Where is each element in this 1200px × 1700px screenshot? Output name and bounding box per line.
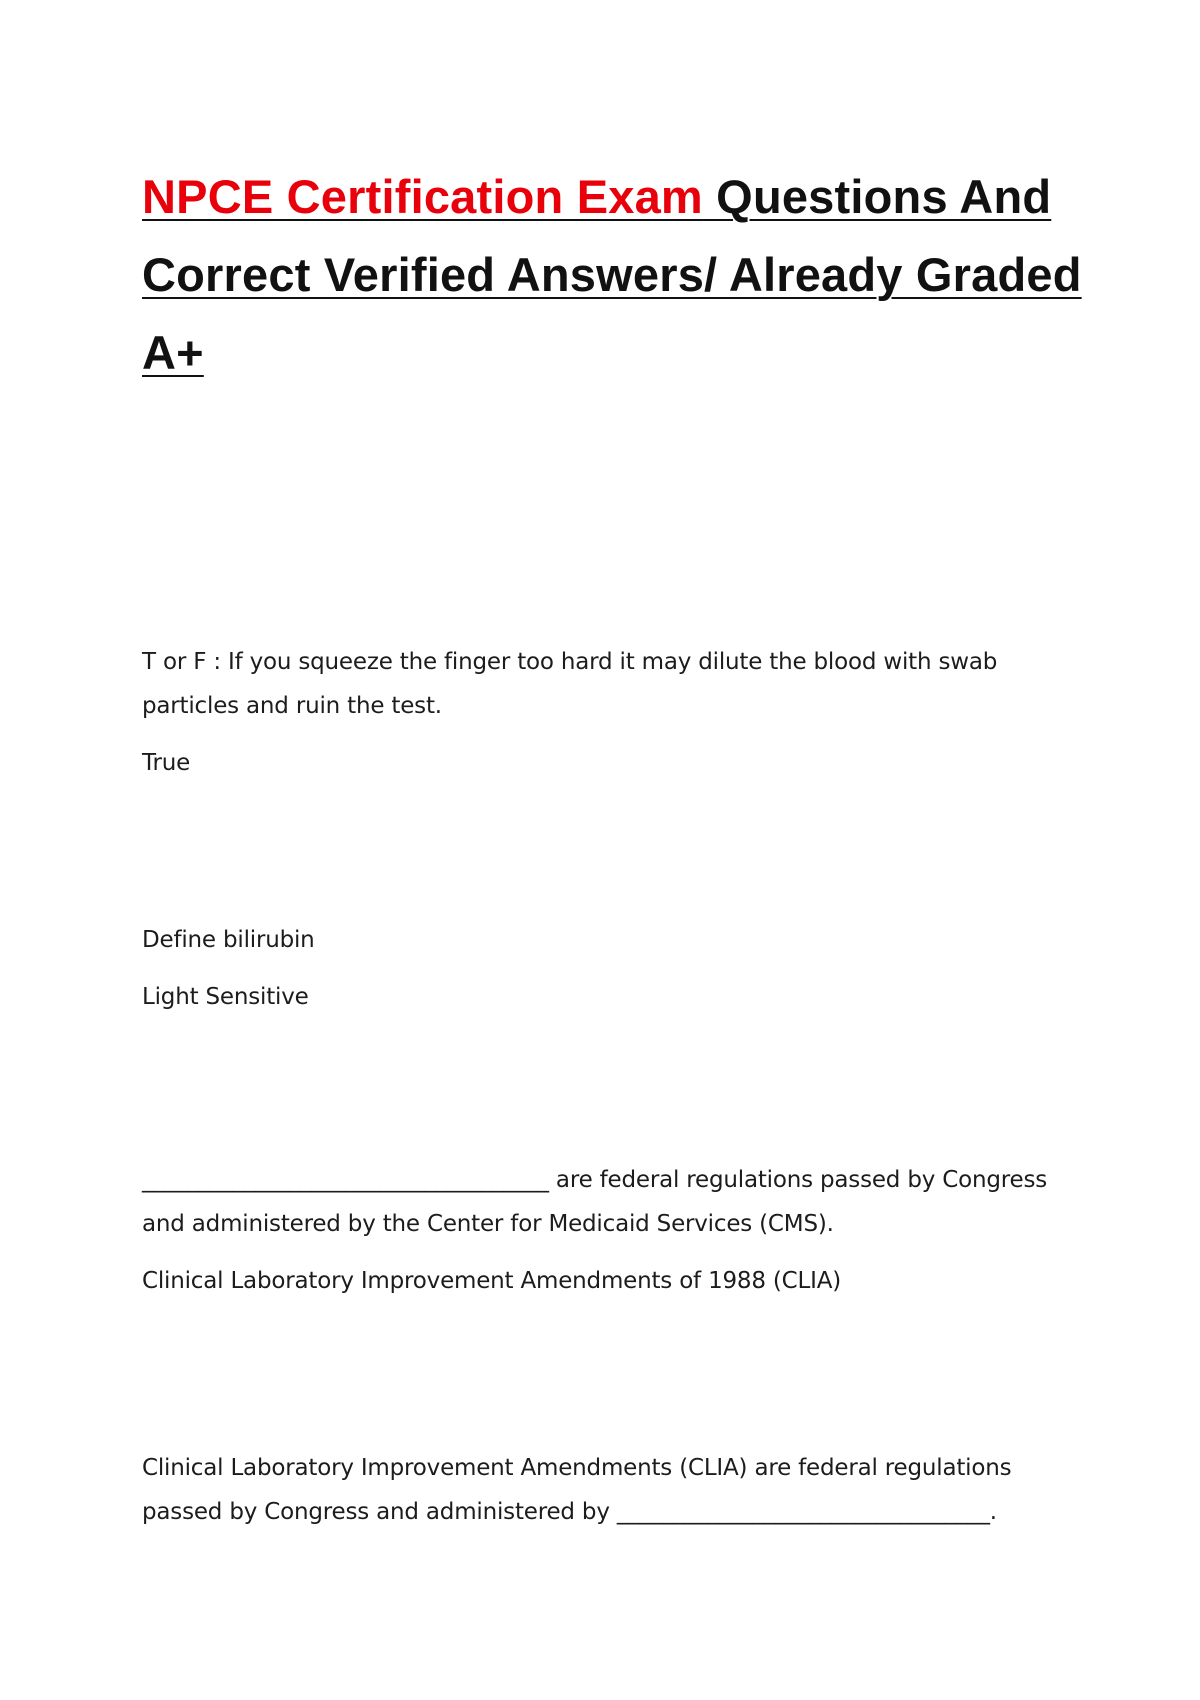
qa-item xyxy=(142,640,1082,785)
answer-text: Light Sensitive xyxy=(142,984,309,1010)
question-text: T or F : If you squeeze the finger too hard it may dilute the blood with swab particles and ruin the test. xyxy=(142,649,998,719)
question-text: Define bilirubin xyxy=(142,927,315,953)
question-text-before-blank: Clinical Laboratory Improvement Amendments (CLIA) are federal regulations passed by Congress and administered by xyxy=(142,1455,1012,1525)
answer-text: Clinical Laboratory Improvement Amendments of 1988 (CLIA) xyxy=(142,1268,842,1294)
question-end-punctuation: . xyxy=(989,1499,997,1525)
fill-in-blank: ____________________________________ xyxy=(142,1167,549,1193)
fill-in-blank: _________________________________ xyxy=(616,1499,990,1525)
qa-item xyxy=(142,918,1082,1019)
qa-item xyxy=(142,1446,1082,1534)
title-rest-text: Questions And Correct Verified Answers/ Already Graded A+ xyxy=(142,170,1082,379)
question-text xyxy=(142,1158,1082,1246)
question-text-after-blank: are federal regulations passed by Congress and administered by the Center for Medicaid Services (CMS). xyxy=(142,1167,1048,1237)
document-title xyxy=(142,158,1082,392)
question-text xyxy=(142,1446,1082,1534)
qa-item xyxy=(142,1158,1082,1303)
title-accent-text: NPCE Certification Exam xyxy=(142,170,703,223)
answer-text: True xyxy=(142,750,191,776)
